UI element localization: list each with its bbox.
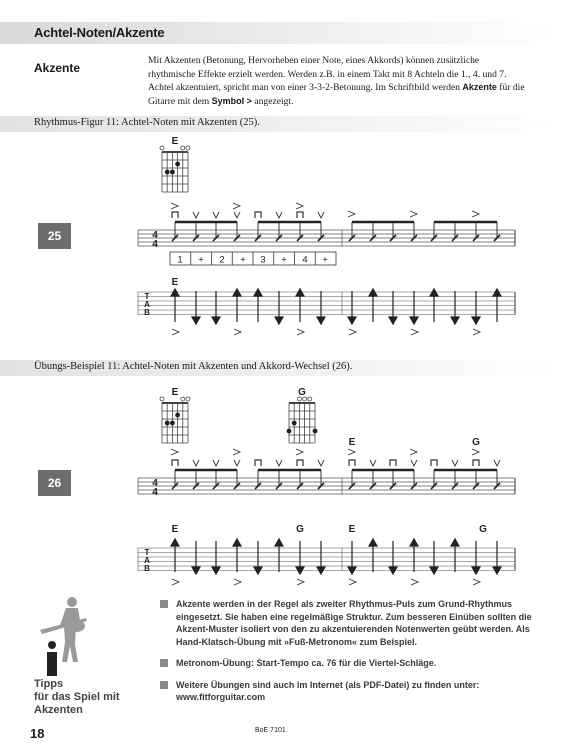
guitarist-illustration [26,596,106,680]
tab-letter-a: A [144,300,150,309]
chord-name-g: G [298,387,306,398]
tab-accent-marks-2 [172,579,480,585]
tab-letter-a-2: A [144,556,150,565]
section-label: Akzente [34,61,81,75]
figure-2-stroke-marks [172,460,500,466]
count-and-2: + [240,254,246,266]
tab-letter-b: B [144,308,150,317]
count-and-3: + [281,254,287,266]
tips-title-line-3: Akzenten [34,704,83,716]
tab-lines [138,292,515,315]
count-boxes [170,252,336,266]
tab-letter-t: T [144,292,150,301]
figure-1-title: Rhythmus-Figur 11: Achtel-Noten mit Akzenten (25). [34,117,260,128]
count-2: 2 [219,254,225,266]
time-signature-bottom-2: 4 [152,487,158,498]
tip-item: Weitere Übungen sind auch im Internet (als PDF-Datei) zu finden unter: www.fitforguitar.com [160,679,540,704]
strum-arrows-2 [171,539,501,574]
chord-diagram-e-2 [160,387,190,443]
figure-2-title: Übungs-Beispiel 11: Achtel-Noten mit Akzenten und Akkord-Wechsel (26). [34,361,353,372]
measure-2-chord-g: G [472,437,480,448]
chord-name-e: E [171,136,179,147]
tab-clef-2 [144,548,150,573]
tips-title-line-2: für das Spiel mit [34,691,120,703]
tab-clef [144,292,150,317]
count-3: 3 [260,254,266,266]
intro-text-3: angezeigt. [251,95,294,107]
chord-diagram-g [287,387,318,443]
count-and-4: + [322,254,328,266]
intro-bold-symbol: Symbol > [211,95,252,106]
time-signature-bottom: 4 [152,239,158,250]
chord-name-e-2: E [171,387,179,398]
time-signature-top-2: 4 [152,478,158,489]
tips-title [34,678,120,717]
figure-1-notation [0,132,561,344]
tips-list [160,598,540,713]
tab-accent-marks-1 [172,329,480,335]
page-code: BoE 7101 [255,727,286,734]
intro-paragraph [148,54,528,108]
chord-grid [160,146,190,192]
tab-letter-b-2: B [144,564,150,573]
tab-letter-t-2: T [144,548,150,557]
count-4: 4 [302,254,308,266]
measure-2-chord-e: E [348,437,356,448]
strum-arrows-1 [171,289,501,324]
chord-diagram-e [160,136,190,192]
intro-bold-accents: Akzente [462,82,497,93]
tab-chord-e-2: E [348,524,356,535]
intro-text: Mit Akzenten (Betonung, Hervorheben einer Note, eines Akkords) können zusätzliche rhythmische Effekte erzielt werden. Werden z.B. in einem Takt mit 8 Achteln die 1., 4. und 7. Achtel akzentuiert, spricht man von einer 3-3-2-Betonung. Im Schriftbild werden [148,55,507,94]
tab-chord-g-1: G [296,524,304,535]
intro-text-2: für die Gitarre mit dem [148,82,525,107]
page-number: 18 [30,726,45,741]
tab-chord-g-2: G [479,524,487,535]
staff-lines [138,230,515,246]
page-title: Achtel-Noten/Akzente [34,25,165,40]
count-1: 1 [177,254,183,266]
tab-chord-e-1: E [171,524,179,535]
example-badge-26: 26 [38,470,71,496]
time-signature-top: 4 [152,230,158,241]
info-icon [40,640,64,680]
figure-2-notation [0,378,561,590]
staff-lines-2 [138,478,515,494]
example-badge-25: 25 [38,223,71,249]
tab-chord-e: E [171,277,179,288]
tips-title-line-1: Tipps [34,678,64,690]
tip-item: Akzente werden in der Regel als zweiter Rhythmus-Puls zum Grund-Rhythmus eingesetzt. Sie haben eine regelmäßige Struktur. Zum besseren Einüben sollten die Akzent-Muster isoliert von den zu akzentuierenden Notenwerten geübt werden. Als Hand-Klatsch-Übung mit »Fuß-Metronom« zum Beispiel. [160,598,540,648]
tip-item: Metronom-Übung: Start-Tempo ca. 76 für die Viertel-Schläge. [160,657,540,670]
figure-2-accent-marks [171,449,479,455]
count-and-1: + [198,254,204,266]
stroke-direction-marks [172,212,324,218]
